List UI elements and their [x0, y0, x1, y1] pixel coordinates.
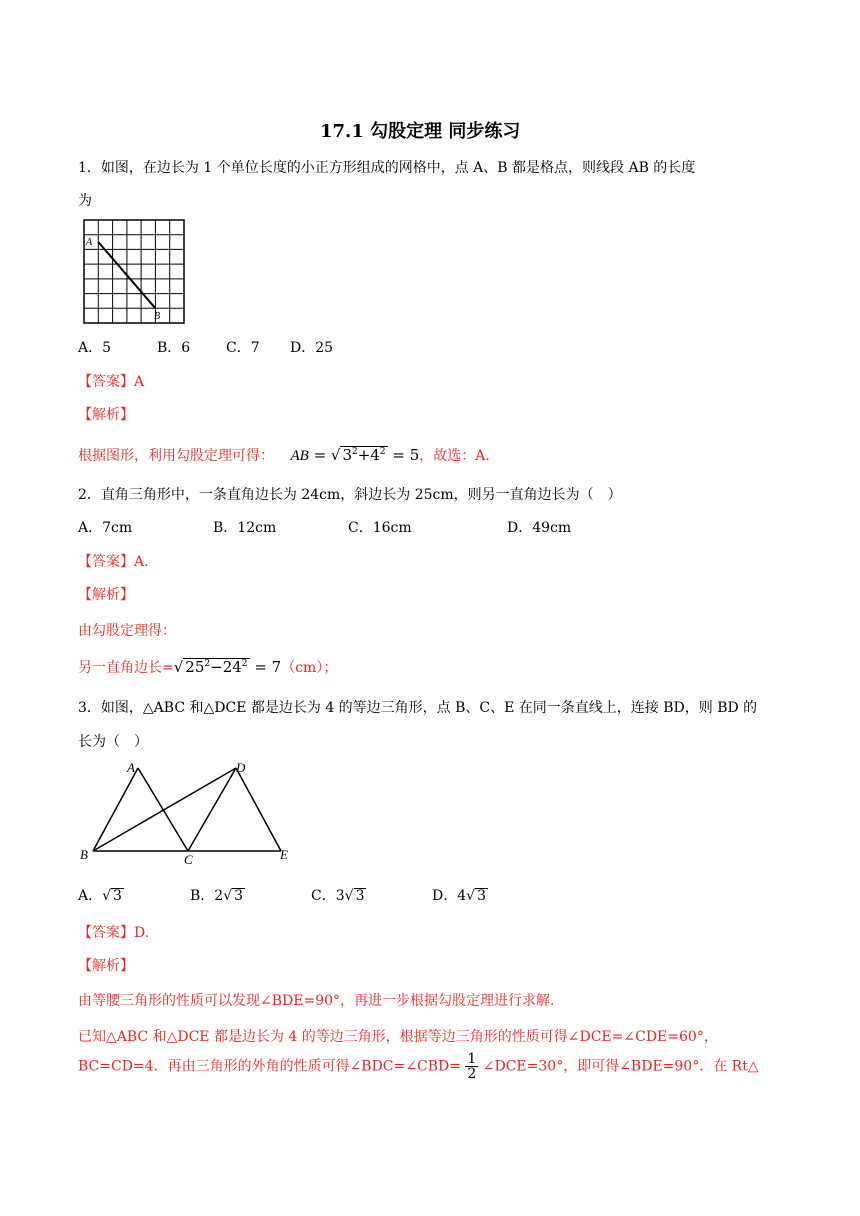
q2-option-a: A．7cm: [78, 520, 133, 536]
q2-option-d: D．49cm: [507, 520, 572, 536]
q2-radicand-b: 24: [222, 658, 242, 676]
q3-option-b: B．2√ 3: [190, 888, 244, 904]
q1-analysis-label: 【解析】: [78, 407, 134, 423]
q3-text-line1: 3．如图，△ABC 和△DCE 都是边长为 4 的等边三角形，点 B、C、E 在同一条直线上，连接 BD，则 BD 的: [78, 700, 758, 716]
q2-option-c: C．16cm: [348, 520, 412, 536]
point-d-label: D: [236, 760, 246, 775]
q1-text-line1: 1．如图，在边长为 1 个单位长度的小正方形组成的网格中，点 A、B 都是格点，则线段 AB 的长度: [78, 160, 696, 176]
q1-answer: 【答案】A: [78, 374, 145, 390]
q2-analysis-suffix: （cm）；: [281, 660, 338, 676]
q3-triangle-figure: [78, 758, 298, 866]
q1-text-line2: 为: [78, 193, 92, 209]
q2-answer: 【答案】A.: [78, 554, 149, 570]
q2-exp-2: 2: [241, 659, 248, 669]
q1-radicand-a: 3: [342, 446, 353, 464]
q2-analysis-prefix: 另一直角边长=: [78, 660, 174, 676]
q1-exp-2: 2: [379, 447, 386, 457]
point-a-label: A: [86, 237, 93, 248]
q3-option-c-letter: C．: [311, 888, 336, 904]
q3-option-a-letter: A．: [78, 888, 103, 904]
q1-analysis: 根据图形，利用勾股定理可得： AB = √ $3^2+4^2 = 5$，故选：A.: [78, 446, 490, 464]
frac-denominator: 2: [467, 1066, 477, 1082]
q2-analysis-line1: 由勾股定理得：: [78, 623, 176, 639]
frac-numerator: 1: [467, 1051, 477, 1067]
page-title: 17.1 勾股定理 同步练习: [320, 121, 521, 142]
q3-analysis-line3-suffix: ∠DCE=30°，即可得∠BDE=90°．在 Rt△: [482, 1058, 759, 1075]
q3-option-b-rad: 3: [234, 888, 244, 904]
q3-option-a-rad: 3: [113, 888, 122, 904]
q1-math-eq: =: [313, 446, 327, 464]
q2-text: 2．直角三角形中，一条直角边长为 24cm，斜边长为 25cm，则另一直角边长为（ ）: [78, 487, 622, 503]
point-b-label: B: [80, 847, 88, 862]
q3-answer: 【答案】D.: [78, 925, 150, 941]
point-b-label: B: [154, 311, 161, 322]
q1-option-d: D．25: [290, 340, 334, 356]
q3-option-c: C．3√ 3: [311, 888, 365, 904]
q3-option-b-coef: 2: [214, 888, 224, 904]
q3-option-b-letter: B．: [190, 888, 215, 904]
q3-option-d-coef: 4: [457, 888, 467, 904]
q3-analysis-line3: [78, 1052, 759, 1081]
q3-analysis-label: 【解析】: [78, 958, 134, 974]
q1-radicand-b: 4: [370, 446, 380, 464]
q3-option-d-letter: D．: [432, 888, 458, 904]
q3-analysis-line1: 由等腰三角形的性质可以发现∠BDE=90°，再进一步根据勾股定理进行求解.: [78, 993, 555, 1009]
q3-option-c-rad: 3: [355, 888, 365, 904]
q3-analysis-line2: 已知△ABC 和△DCE 都是边长为 4 的等边三角形，根据等边三角形的性质可得∠DCE=∠CDE=60°，: [78, 1029, 718, 1045]
q3-option-a: A．√ 3: [78, 888, 122, 904]
q2-radicand-a: 25: [185, 658, 205, 676]
q2-exp-1: 2: [204, 659, 211, 669]
point-c-label: C: [184, 852, 193, 866]
q1-math-result: = 5: [392, 446, 420, 464]
segment-bd: [93, 768, 236, 851]
q3-option-d-rad: 3: [477, 888, 486, 904]
q3-analysis-line3-prefix: BC=CD=4．再由三角形的外角的性质可得∠BDC=∠CBD=: [78, 1058, 461, 1075]
q2-option-b: B．12cm: [213, 520, 277, 536]
q1-analysis-prefix: 根据图形，利用勾股定理可得：: [78, 448, 274, 464]
q1-grid-figure: [78, 218, 188, 326]
q1-math-lhs: AB: [290, 448, 309, 464]
q2-analysis-line2: 另一直角边长=√ $25^2-24^2 = 7(cm)$；: [78, 658, 338, 676]
point-e-label: E: [280, 847, 288, 862]
q1-exp-1: 2: [352, 447, 358, 457]
q1-analysis-suffix: ，故选：A.: [419, 448, 490, 464]
q1-option-b: B．6: [157, 340, 191, 356]
point-a-label: A: [127, 760, 135, 775]
q2-math-result: = 7: [254, 658, 282, 676]
q3-option-d: D．4√ 3: [432, 888, 486, 904]
q3-option-c-coef: 3: [335, 888, 345, 904]
q3-text-line2: 长为（ ）: [78, 734, 148, 750]
q1-option-c: C．7: [226, 340, 260, 356]
q1-option-a: A．5: [78, 340, 112, 356]
q2-analysis-label: 【解析】: [78, 587, 134, 603]
